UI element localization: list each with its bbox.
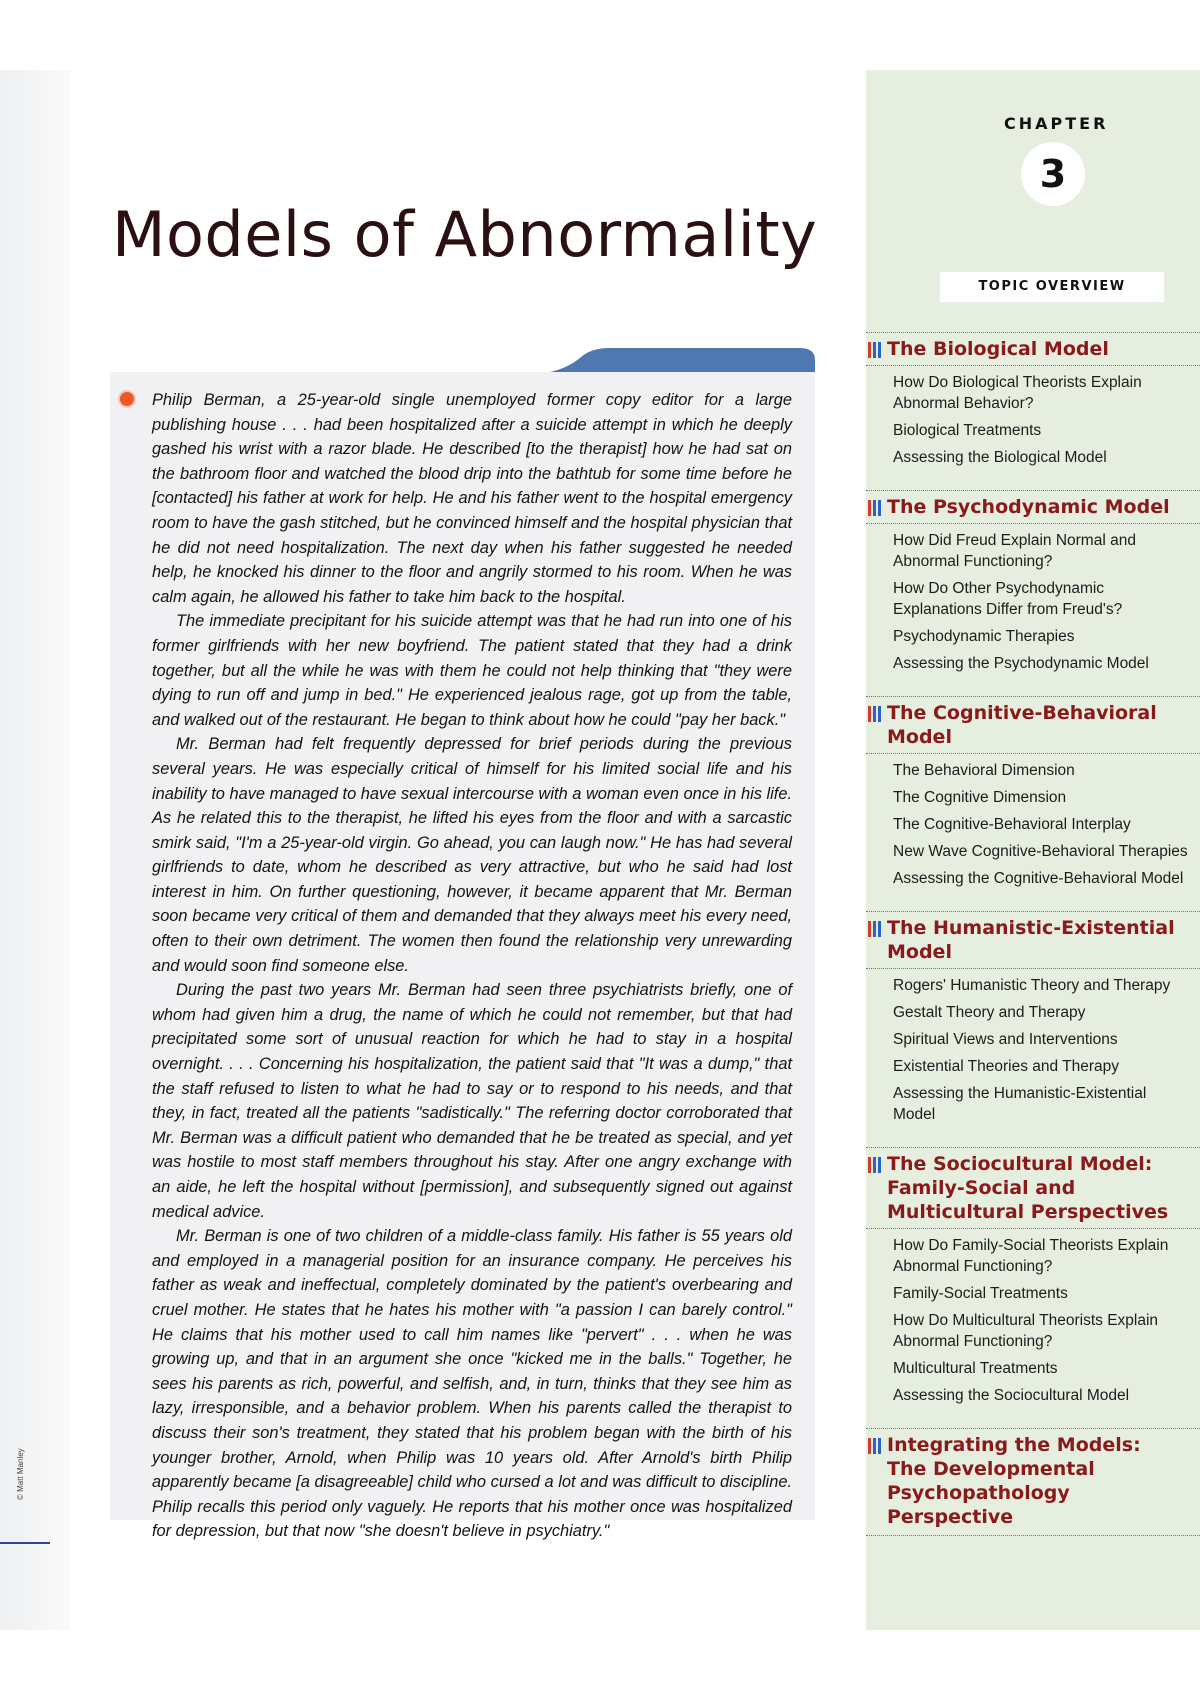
toc-section [866, 1147, 1200, 1428]
section-bars-icon [868, 921, 881, 937]
toc-section [866, 696, 1200, 911]
toc-heading[interactable]: The Humanistic-Existential Model [866, 916, 1200, 964]
toc-heading[interactable]: The Cognitive-Behavioral Model [866, 701, 1200, 749]
toc-heading[interactable]: The Sociocultural Model: Family-Social and Multicultural Perspectives [866, 1152, 1200, 1224]
case-bullet-icon [120, 392, 134, 406]
toc-item[interactable]: The Cognitive-Behavioral Interplay [893, 816, 1131, 833]
chapter-number: 3 [1021, 142, 1085, 206]
toc-item[interactable]: How Did Freud Explain Normal and Abnormal Functioning? [893, 532, 1136, 570]
toc-item[interactable]: Multicultural Treatments [893, 1360, 1058, 1377]
toc-item[interactable]: Rogers' Humanistic Theory and Therapy [893, 977, 1171, 994]
case-study-text [152, 388, 792, 1544]
toc-item[interactable]: New Wave Cognitive-Behavioral Therapies [893, 843, 1188, 860]
toc-item[interactable]: Assessing the Humanistic-Existential Model [893, 1085, 1147, 1123]
credit-rule [0, 1542, 50, 1544]
toc-section [866, 1428, 1200, 1536]
toc-item[interactable]: Biological Treatments [893, 422, 1042, 439]
toc-item[interactable]: How Do Other Psychodynamic Explanations Differ from Freud's? [893, 580, 1123, 618]
toc-item[interactable]: Assessing the Sociocultural Model [893, 1387, 1130, 1404]
case-paragraph: Philip Berman, a 25-year-old single unemployed former copy editor for a large publishing house . . . had been hospitalized after a suicide attempt in which he deeply gashed his wrist with a razor blade. He described [to the therapist] how he had sat on the bathroom floor and watched the blood drip into the bathtub for some time before he [contacted] his father at work for help. He and his father went to the hospital emergency room to have the gash stitched, but he convinced himself and the hospital physician that he did not need hospitalization. The next day when his father suggested he needed help, he knocked his dinner to the floor and angrily stormed to his room. When he was calm again, he allowed his father to take him back to the hospital. [152, 391, 792, 606]
chapter-label: CHAPTER [1004, 114, 1109, 133]
toc-item[interactable]: The Behavioral Dimension [893, 762, 1075, 779]
toc-item[interactable]: How Do Multicultural Theorists Explain Abnormal Functioning? [893, 1312, 1159, 1350]
toc-item[interactable]: How Do Family-Social Theorists Explain Abnormal Functioning? [893, 1237, 1169, 1275]
toc-item[interactable]: Assessing the Cognitive-Behavioral Model [893, 870, 1184, 887]
section-bars-icon [868, 342, 881, 358]
topic-overview-label: TOPIC OVERVIEW [940, 272, 1164, 302]
toc-section [866, 490, 1200, 696]
photo-credit: © Matt Manley [16, 1448, 25, 1500]
toc-item[interactable]: Existential Theories and Therapy [893, 1058, 1120, 1075]
topic-overview-list [866, 332, 1200, 1536]
toc-heading[interactable]: The Psychodynamic Model [866, 495, 1200, 519]
case-paragraph: The immediate precipitant for his suicide attempt was that he had run into one of his former girlfriends with her new boyfriend. The patient stated that they had a drink together, but all the while he was with them he could not help thinking that "they were dying to run off and jump in bed." He experienced jealous rage, got up from the table, and walked out of the restaurant. He began to think about how he could "pay her back." [152, 612, 792, 729]
toc-item[interactable]: Family-Social Treatments [893, 1285, 1068, 1302]
page-edge-shade [0, 70, 70, 1630]
section-bars-icon [868, 706, 881, 722]
case-paragraph: During the past two years Mr. Berman had seen three psychiatrists briefly, one of whom had given him a drug, the name of which he could not remember, but that had precipitated some sort of unusual reaction for which he had to stay in a hospital overnight. . . . Concerning his hospitalization, the patient said that "It was a dump," that the staff refused to listen to what he had to say or to respond to his needs, and that they, in fact, treated all the patients "sadistically." The referring doctor corroborated that Mr. Berman was a difficult patient who demanded that he be treated as special, and yet was hostile to most staff members throughout his stay. After one angry exchange with an aide, he left the hospital without [permission], and subsequently signed out against medical advice. [152, 981, 792, 1221]
toc-heading[interactable]: Integrating the Models: The Developmental Psychopathology Perspective [866, 1433, 1200, 1529]
toc-item[interactable]: Assessing the Biological Model [893, 449, 1107, 466]
chapter-title: Models of Abnormality [112, 198, 818, 271]
section-bars-icon [868, 1157, 881, 1173]
toc-item[interactable]: The Cognitive Dimension [893, 789, 1067, 806]
case-paragraph: Mr. Berman is one of two children of a middle-class family. His father is 55 years old and employed in a managerial position for an insurance company. He perceives his father as weak and ineffectual, completely dominated by the patient's overbearing and cruel mother. He states that he hates his mother with "a passion I can barely control." He claims that his mother used to call him names like "pervert" . . . when he was growing up, and that in an argument she once "kicked me in the balls." Together, he sees his parents as rich, powerful, and selfish, and, in turn, thinks that they see him as lazy, irresponsible, and a behavior problem. When his parents called the therapist to discuss their son's treatment, they stated that his problem began with the birth of his younger brother, Arnold, when Philip was 10 years old. After Arnold's birth Philip apparently became [a disagreeable] child who cursed a lot and was difficult to discipline. Philip recalls this period only vaguely. He reports that his mother once was hospitalized for depression, but that now "she doesn't believe in psychiatry." [152, 1227, 792, 1541]
section-bars-icon [868, 500, 881, 516]
section-bars-icon [868, 1438, 881, 1454]
toc-item[interactable]: Psychodynamic Therapies [893, 628, 1075, 645]
toc-item[interactable]: Spiritual Views and Interventions [893, 1031, 1118, 1048]
toc-item[interactable]: How Do Biological Theorists Explain Abnormal Behavior? [893, 374, 1142, 412]
toc-section [866, 332, 1200, 490]
toc-item[interactable]: Gestalt Theory and Therapy [893, 1004, 1086, 1021]
toc-section [866, 911, 1200, 1147]
toc-item[interactable]: Assessing the Psychodynamic Model [893, 655, 1149, 672]
case-paragraph: Mr. Berman had felt frequently depressed for brief periods during the previous several years. He was especially critical of himself for his limited social life and his inability to have managed to have sexual intercourse with a woman even once in his life. As he related this to the therapist, he lifted his eyes from the floor and with a sarcastic smirk said, "I'm a 25-year-old virgin. Go ahead, you can laugh now." He has had several girlfriends to date, whom he described as very attractive, but who he said had lost interest in him. On further questioning, however, it became apparent that Mr. Berman soon became very critical of them and demanded that they always meet his every need, often to their own detriment. The women then found the relationship very unrewarding and would soon find someone else. [152, 735, 792, 975]
toc-heading[interactable]: The Biological Model [866, 337, 1200, 361]
